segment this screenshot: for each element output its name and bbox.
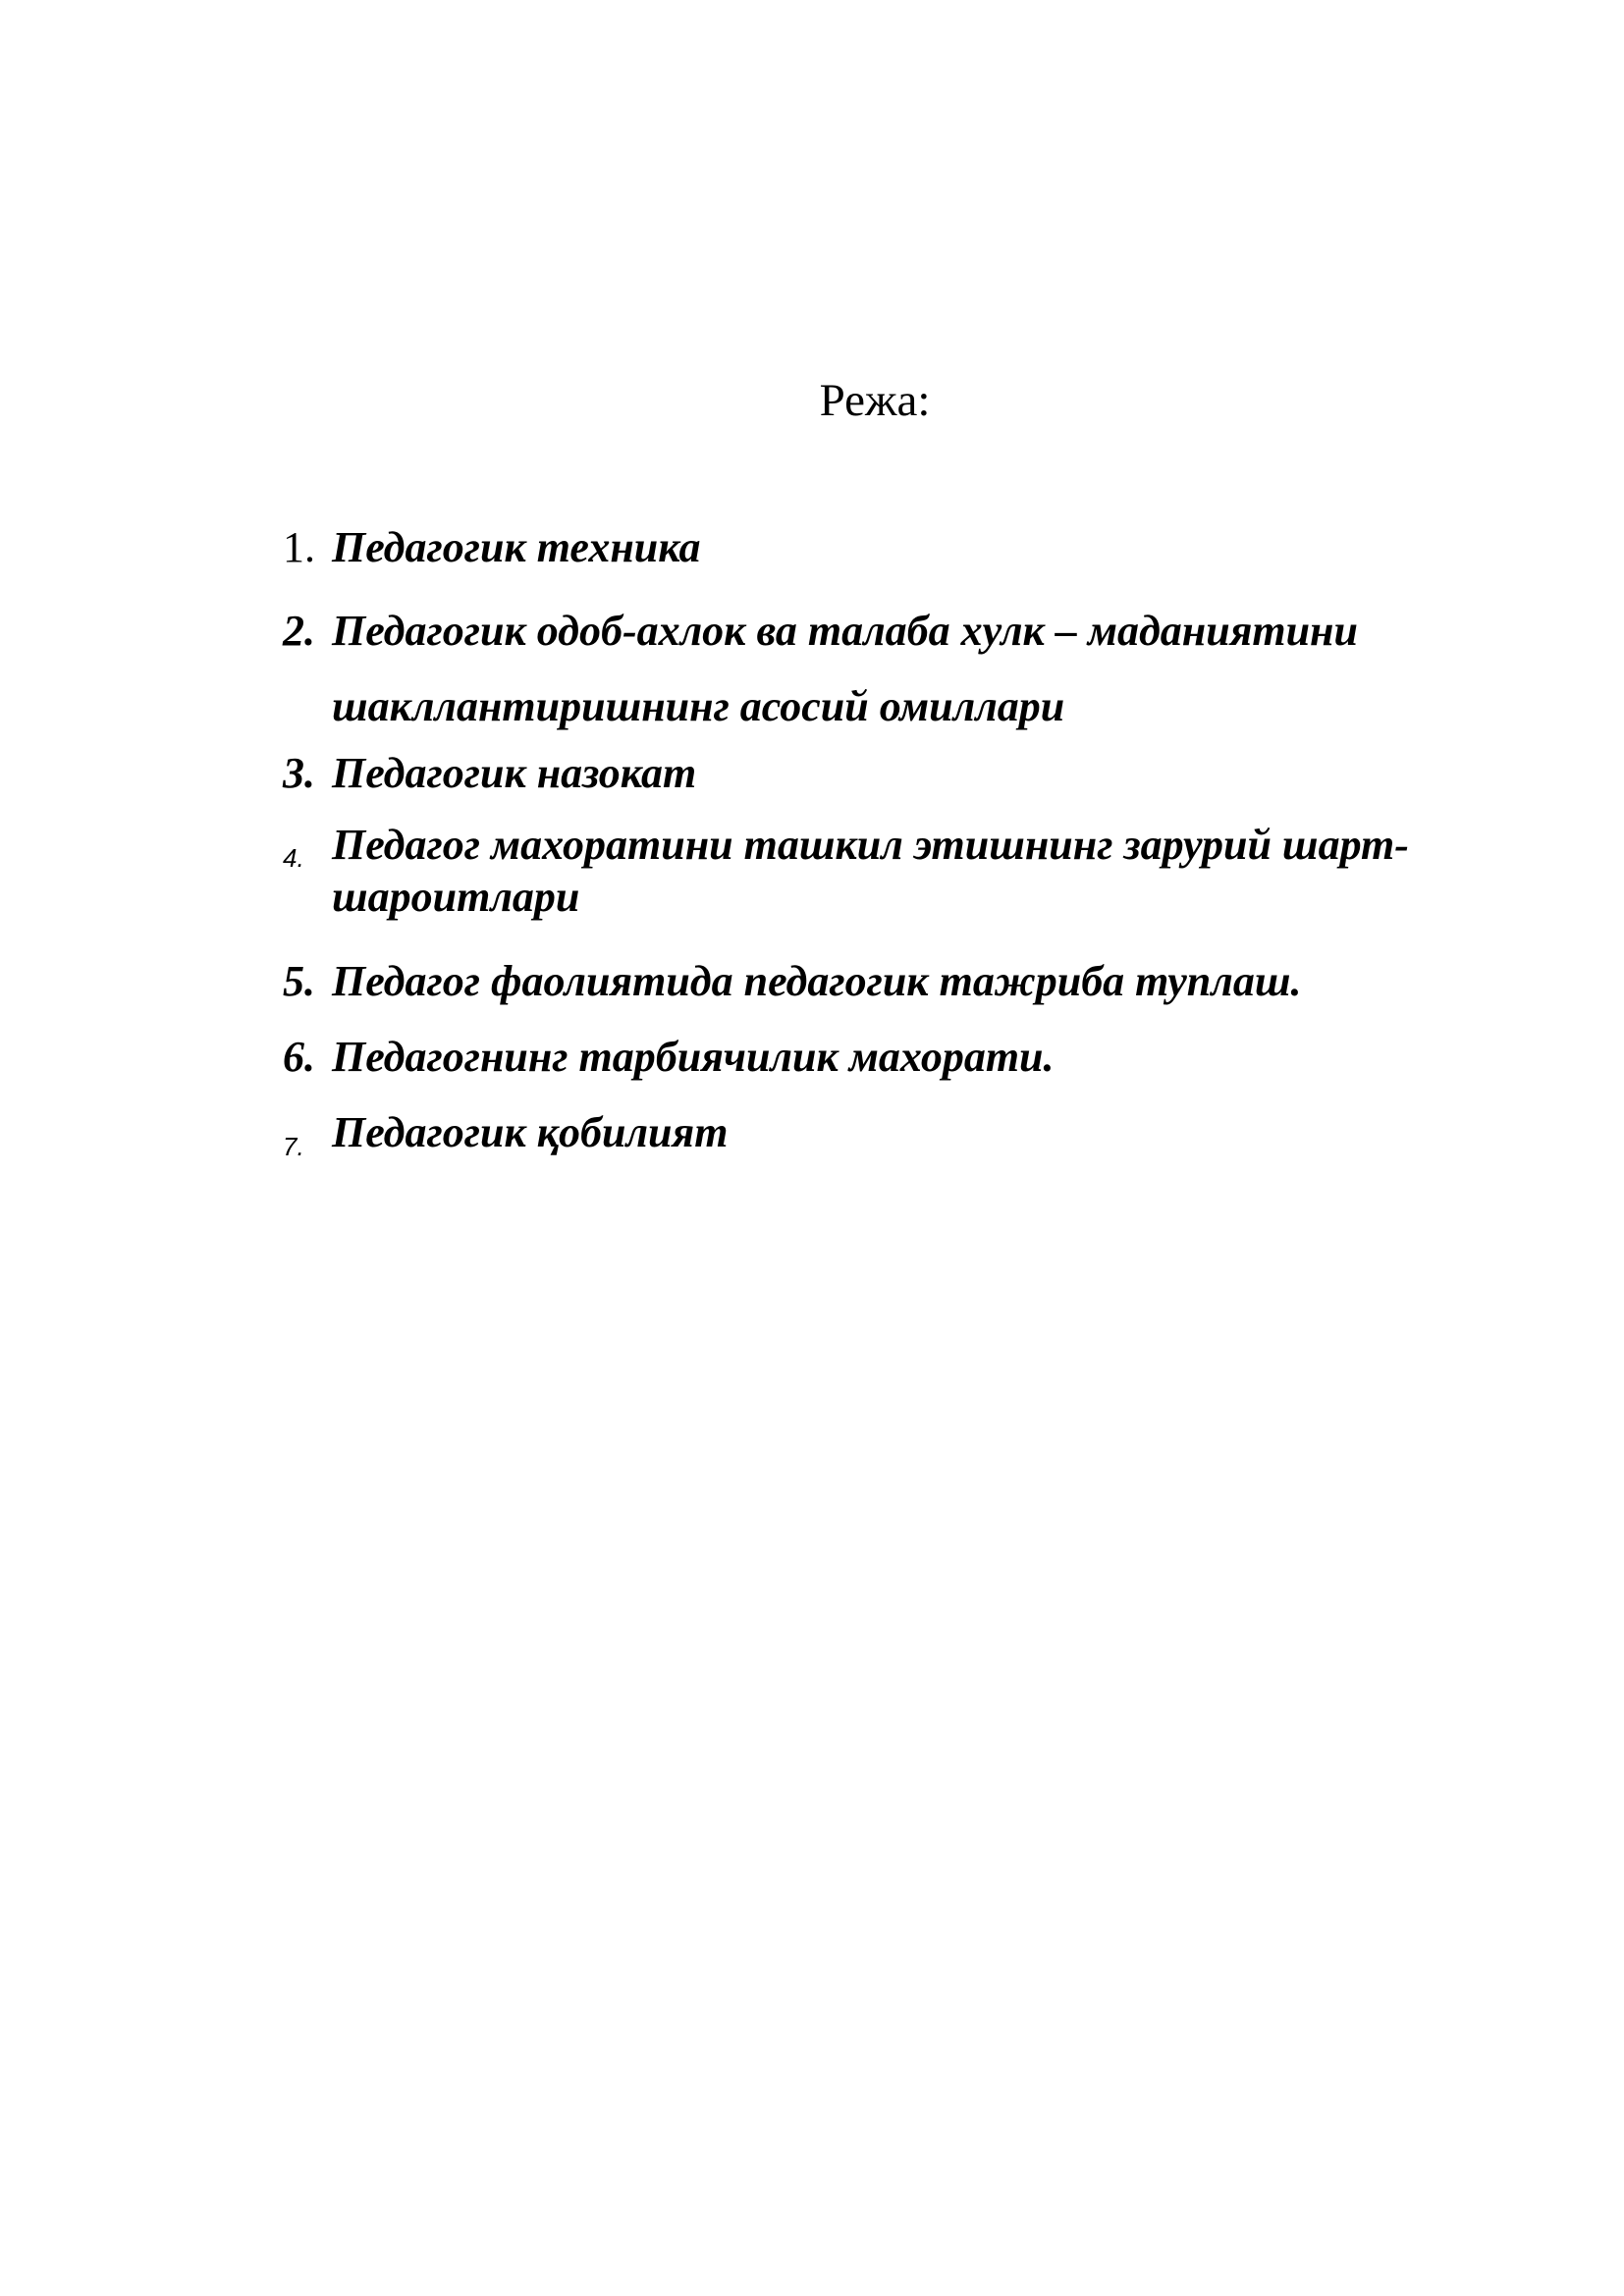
plan-item-3: [283, 744, 1490, 819]
plan-item-text: Педагог фаолиятида педагогик тажриба туплаш.: [332, 957, 1302, 1005]
plan-item-5: [283, 952, 1490, 1028]
plan-list: [283, 518, 1490, 1172]
plan-item-text: Педагогик техника: [332, 523, 701, 571]
plan-item-number: 1.: [283, 523, 315, 571]
plan-item-1: [283, 518, 1490, 593]
plan-item-6: [283, 1028, 1490, 1103]
plan-item-2: [283, 593, 1490, 744]
plan-title: Режа:: [819, 375, 931, 426]
plan-item-text: Педагогнинг тарбиячилик махорати.: [332, 1033, 1055, 1081]
plan-item-text: Педагогик одоб-ахлок ва талаба хулк – маданиятини шакллантиришнинг асосий омиллари: [332, 607, 1358, 730]
plan-item-text: Педагог махоратини ташкил этишнинг зарурий шарт-шароитлари: [332, 821, 1409, 921]
plan-item-number: 4.: [283, 843, 304, 873]
plan-item-number: 3.: [283, 749, 315, 797]
plan-item-7: [283, 1103, 1490, 1172]
plan-item-4: [283, 819, 1490, 952]
plan-item-text: Педагогик назокат: [332, 749, 697, 797]
plan-item-number: 6.: [283, 1033, 315, 1081]
plan-item-number: 5.: [283, 957, 315, 1005]
plan-item-number: 7.: [283, 1132, 304, 1161]
plan-item-text: Педагогик қобилият: [332, 1108, 729, 1156]
plan-item-number: 2.: [283, 607, 315, 655]
